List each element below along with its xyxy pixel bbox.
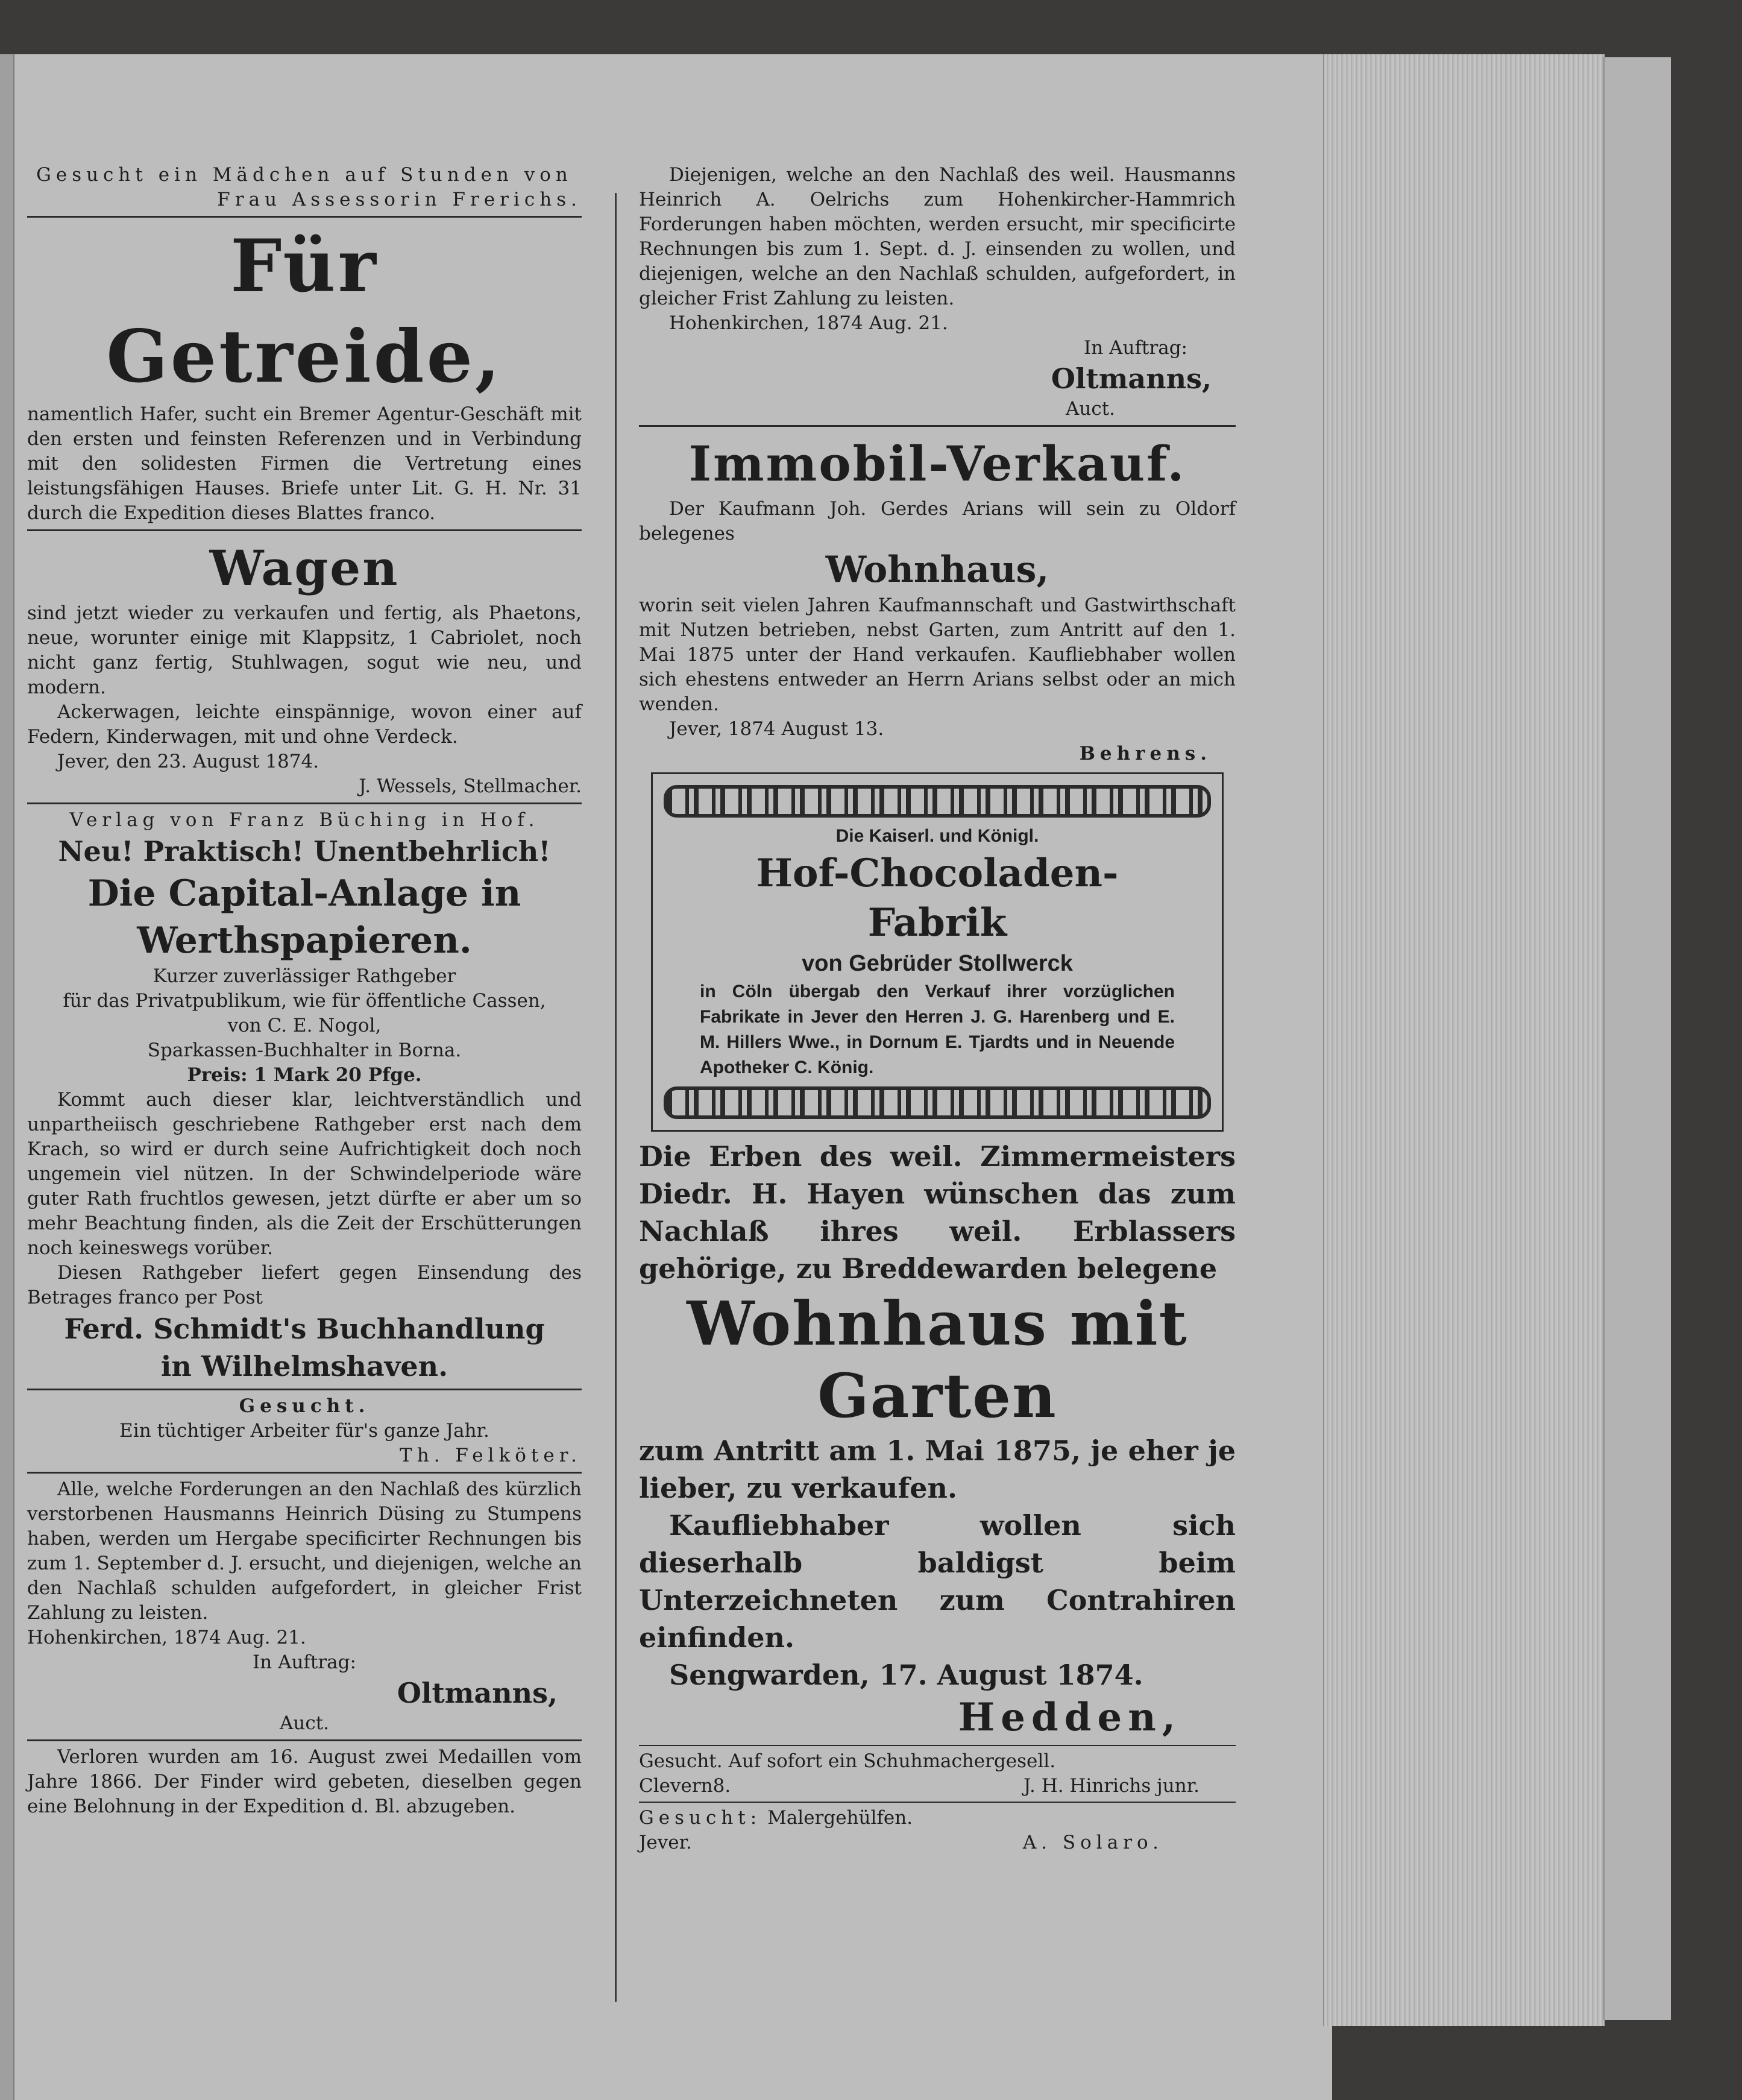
divider (639, 1745, 1236, 1746)
ad-verloren (27, 1745, 582, 1819)
ad-immobil-subtitle: Wohnhaus, (825, 549, 1049, 591)
divider (27, 1389, 582, 1390)
column-divider (615, 193, 617, 2002)
ad-capital-sub4: Sparkassen-Buchhalter in Borna. (147, 1039, 462, 1061)
ad-schuhmacher-place: Clevern8. (639, 1775, 731, 1797)
ad-getreide-text: namentlich Hafer, sucht ein Bremer Agentur-Geschäft mit den ersten und feinsten Referenzen und in Verbindung mit den solidesten Firmen die Vertretung eines leistungsfähigen Hauses. Briefe unter Lit. G. H. Nr. 31 durch die Expedition dieses Blattes franco. (27, 403, 582, 524)
ad-stollwerck-text: in Cöln übergab den Verkauf ihrer vorzüglichen Fabrikate in Jever den Herren J. G. Harenberg und E. M. Hillers Wwe., in Dornum E. Tjardts und in Neuende Apotheker C. König. (700, 982, 1175, 1077)
ad-stollwerck (664, 818, 1211, 1086)
ad-hayen-title2: Garten (817, 1360, 1057, 1431)
ad-immobil-signature: Behrens. (1079, 743, 1212, 765)
ad-hayen-text3: Kaufliebhaber wollen sich dieserhalb baldigst beim Unterzeichneten zum Contrahiren einfinden. (639, 1509, 1236, 1654)
ornament-border-bottom (664, 1086, 1211, 1119)
ad-capital-firm2: in Wilhelmshaven. (160, 1350, 448, 1383)
ad-maler-gesucht: Gesucht: (639, 1807, 762, 1829)
divider (27, 529, 582, 531)
ad-stollwerck-line1: Die Kaiserl. und Königl. (835, 826, 1039, 846)
ad-maler-signature: A. Solaro. (1022, 1832, 1163, 1853)
ad-duesing-text: Alle, welche Forderungen an den Nachlaß des kürzlich verstorbenen Hausmanns Heinrich Düsing zu Stumpens haben, werden um Hergabe specificirter Rechnungen bis zum 1. September d. J. ersucht, und diejenigen, welche an den Nachlaß schulden aufgefordert, in gleicher Frist Zahlung zu leisten. (27, 1478, 582, 1624)
ad-capital-text1: Kommt auch dieser klar, leichtverständlich und unpartheiisch geschriebene Rathgeber erst nach dem Krach, so wird er durch seine Aufrichtigkeit doch noch ungemein viel nützen. In der Schwindelperiode wäre guter Rath fruchtlos gewesen, jetzt dürfte er aber um so mehr Beachtung finden, als die Zeit der Erschütterungen noch keineswegs vorüber. (27, 1089, 582, 1259)
ad-capital-text2: Diesen Rathgeber liefert gegen Einsendung des Betrages franco per Post (27, 1262, 582, 1308)
left-column (27, 163, 582, 1819)
divider (27, 1472, 582, 1474)
divider (27, 216, 582, 218)
ad-duesing-date: Hohenkirchen, 1874 Aug. 21. (27, 1627, 306, 1648)
ad-hayen (639, 1138, 1236, 1742)
ad-oelrichs-signature: Oltmanns, (1051, 362, 1212, 395)
ad-duesing-auftrag: In Auftrag: (253, 1651, 356, 1673)
ad-stollwerck-line3: von Gebrüder Stollwerck (802, 951, 1073, 976)
ad-immobil-text1: Der Kaufmann Joh. Gerdes Arians will sein zu Oldorf belegenes (639, 498, 1236, 544)
divider (27, 802, 582, 804)
ad-wagen (27, 535, 582, 799)
ad-maedchen-line1: Gesucht ein Mädchen auf Stunden von (36, 164, 573, 186)
ad-schuhmacher-signature: J. H. Hinrichs junr. (1023, 1775, 1200, 1797)
ad-getreide (27, 221, 582, 526)
ad-duesing-signature: Oltmanns, (397, 1677, 558, 1709)
ad-stollwerck-title: Hof-Chocoladen-Fabrik (756, 851, 1119, 945)
previous-page-edge (0, 54, 14, 2100)
ad-capital-price: Preis: 1 Mark 20 Pfge. (187, 1064, 422, 1086)
ad-immobil-text2: worin seit vielen Jahren Kaufmannschaft und Gastwirthschaft mit Nutzen betrieben, nebst Garten, zum Antritt auf den 1. Mai 1875 unter der Hand verkaufen. Kaufliebhaber wollen sich ehestens entweder an Herrn Arians selbst oder an mich wenden. (639, 594, 1236, 715)
ornament-border-top (664, 785, 1211, 818)
right-column (639, 163, 1236, 1855)
ad-hayen-date: Sengwarden, 17. August 1874. (669, 1659, 1143, 1691)
ad-capital-title2: Werthspapieren. (137, 919, 472, 962)
ad-getreide-title: Für Getreide, (106, 224, 503, 399)
ad-arbeiter-signature: Th. Felköter. (400, 1445, 582, 1466)
ad-hayen-title1: Wohnhaus mit (687, 1288, 1188, 1359)
ad-maler-place: Jever. (639, 1832, 692, 1853)
ad-stollwerck-frame (651, 772, 1224, 1132)
ad-wagen-date: Jever, den 23. August 1874. (57, 751, 319, 772)
ad-duesing-title: Auct. (279, 1712, 330, 1734)
ad-capital-sub2: für das Privatpublikum, wie für öffentliche Cassen, (63, 990, 546, 1012)
ad-duesing (27, 1477, 582, 1736)
ad-maler (639, 1806, 1236, 1855)
ad-hayen-text2: zum Antritt am 1. Mai 1875, je eher je lieber, zu verkaufen. (639, 1434, 1236, 1504)
ad-hayen-text1: Die Erben des weil. Zimmermeisters Diedr. H. Hayen wünschen das zum Nachlaß ihres weil. Erblassers gehörige, zu Breddewarden belegene (639, 1140, 1236, 1285)
ad-schuhmacher (639, 1749, 1236, 1799)
ad-gesucht-arbeiter (27, 1394, 582, 1468)
ad-capital-publisher: Verlag von Franz Büching in Hof. (69, 809, 539, 831)
ad-immobil-date: Jever, 1874 August 13. (669, 718, 884, 740)
ad-immobil-title: Immobil-Verkauf. (688, 435, 1186, 492)
ad-arbeiter-text: Ein tüchtiger Arbeiter für's ganze Jahr. (119, 1420, 489, 1442)
ad-capital-firm1: Ferd. Schmidt's Buchhandlung (64, 1313, 545, 1345)
ad-wagen-signature: J. Wessels, Stellmacher. (359, 775, 582, 797)
divider (639, 1802, 1236, 1803)
ad-wagen-title: Wagen (209, 540, 400, 596)
ad-oelrichs-title: Auct. (1065, 398, 1115, 420)
ad-capital-anlage (27, 808, 582, 1385)
ad-wagen-text1: sind jetzt wieder zu verkaufen und fertig, als Phaetons, neue, worunter einige mit Klappsitz, 1 Cabriolet, noch nicht ganz fertig, Stuhlwagen, sogut wie neu, und modern. (27, 602, 582, 698)
ad-maedchen (27, 163, 582, 212)
ad-oelrichs-date: Hohenkirchen, 1874 Aug. 21. (669, 312, 948, 334)
ad-immobil (639, 430, 1236, 766)
divider (27, 1739, 582, 1741)
ad-oelrichs-text: Diejenigen, welche an den Nachlaß des weil. Hausmanns Heinrich A. Oelrichs zum Hohenkircher-Hammrich Forderungen haben möchten, werden ersucht, mir specificirte Rechnungen bis zum 1. Sept. d. J. einsenden zu wollen, und diejenigen, welche an den Nachlaß schulden, aufgefordert, in gleicher Frist Zahlung zu leisten. (639, 164, 1236, 309)
ad-maedchen-line2: Frau Assessorin Frerichs. (217, 189, 582, 210)
ad-oelrichs (639, 163, 1236, 421)
book-cover-edge (1603, 57, 1671, 2020)
ad-schuhmacher-line1: Gesucht. Auf sofort ein Schuhmachergesell. (639, 1750, 1056, 1772)
ad-capital-sub3: von C. E. Nogol, (227, 1015, 382, 1036)
ad-arbeiter-title: Gesucht. (239, 1395, 370, 1417)
ad-oelrichs-auftrag: In Auftrag: (1084, 337, 1187, 359)
ad-capital-slogan: Neu! Praktisch! Unentbehrlich! (58, 835, 551, 868)
ad-capital-sub1: Kurzer zuverlässiger Rathgeber (153, 965, 456, 987)
ad-verloren-text: Verloren wurden am 16. August zwei Medaillen vom Jahre 1866. Der Finder wird gebeten, dieselben gegen eine Belohnung in der Expedition d. Bl. abzugeben. (27, 1746, 582, 1817)
page-stack-edges (1323, 54, 1605, 2026)
ad-maler-text: Malergehülfen. (767, 1807, 913, 1829)
divider (639, 425, 1236, 427)
ad-capital-title1: Die Capital-Anlage in (87, 872, 521, 915)
ad-hayen-signature: Hedden, (958, 1695, 1181, 1740)
ad-wagen-text2: Ackerwagen, leichte einspännige, wovon einer auf Federn, Kinderwagen, mit und ohne Verdeck. (27, 701, 582, 748)
